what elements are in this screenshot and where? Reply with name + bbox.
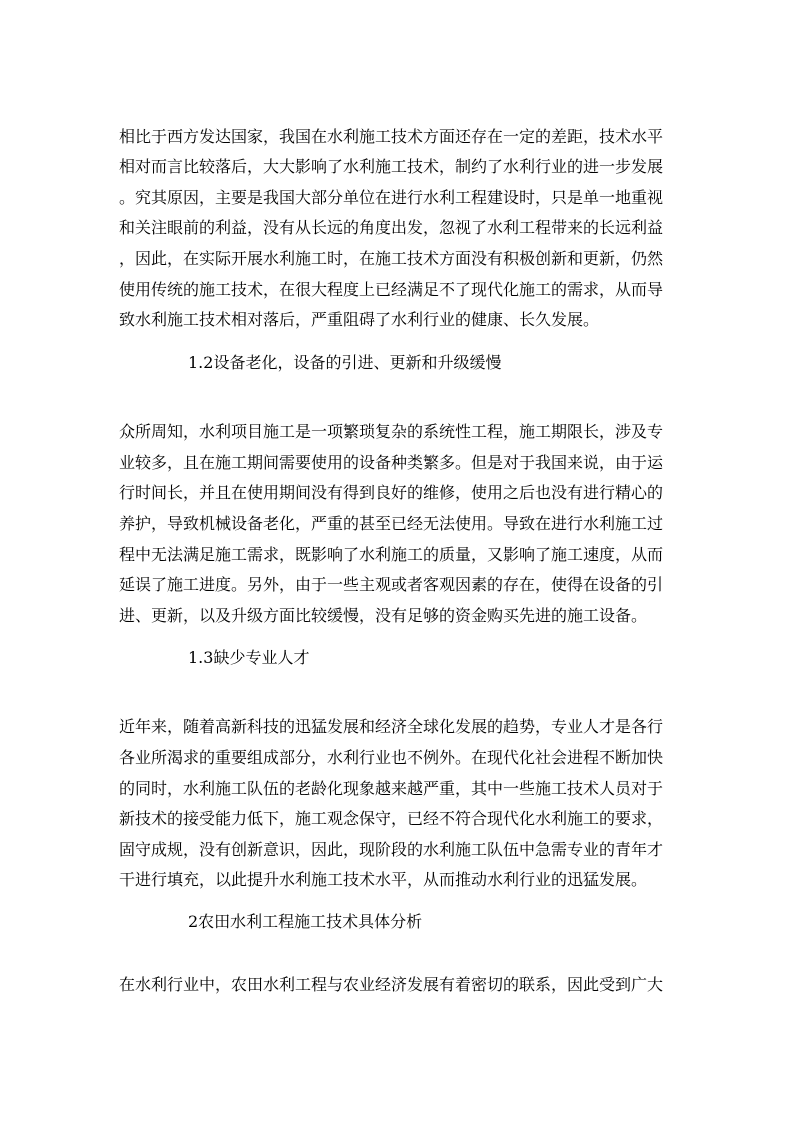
section-heading-1-2: 1.2设备老化，设备的引进、更新和升级缓慢	[188, 353, 502, 372]
paragraph-line: 程中无法满足施工需求，既影响了水利施工的质量，又影响了施工速度，从而	[119, 545, 664, 564]
paragraph-line: 固守成规，没有创新意识，因此，现阶段的水利施工队伍中急需专业的青年才	[119, 840, 664, 859]
paragraph-line: 业较多，且在施工期间需要使用的设备种类繁多。但是对于我国来说，由于运	[119, 453, 664, 472]
paragraph-line: 的同时，水利施工队伍的老龄化现象越来越严重，其中一些施工技术人员对于	[119, 779, 664, 798]
section-heading-1-3: 1.3缺少专业人才	[188, 648, 310, 667]
paragraph-line: 养护，导致机械设备老化，严重的甚至已经无法使用。导致在进行水利施工过	[119, 514, 664, 533]
paragraph-line: 新技术的接受能力低下，施工观念保守，已经不符合现代化水利施工的要求，	[119, 809, 664, 828]
paragraph-line: 进、更新，以及升级方面比较缓慢，没有足够的资金购买先进的施工设备。	[119, 606, 648, 625]
paragraph-line: 致水利施工技术相对落后，严重阻碍了水利行业的健康、长久发展。	[119, 310, 600, 329]
paragraph-line: 干进行填充，以此提升水利施工技术水平，从而推动水利行业的迅猛发展。	[119, 870, 648, 889]
section-heading-2: 2农田水利工程施工技术具体分析	[188, 912, 423, 931]
paragraph-line: 众所周知，水利项目施工是一项繁琐复杂的系统性工程，施工期限长，涉及专	[119, 422, 664, 441]
paragraph-line: 。究其原因，主要是我国大部分单位在进行水利工程建设时，只是单一地重视	[119, 188, 664, 207]
paragraph-line: 和关注眼前的利益，没有从长远的角度出发，忽视了水利工程带来的长远利益	[119, 218, 664, 237]
paragraph-line: 使用传统的施工技术，在很大程度上已经满足不了现代化施工的需求，从而导	[119, 280, 664, 299]
paragraph-line: 延误了施工进度。另外，由于一些主观或者客观因素的存在，使得在设备的引	[119, 575, 664, 594]
paragraph-line: 在水利行业中，农田水利工程与农业经济发展有着密切的联系，因此受到广大	[119, 975, 664, 994]
paragraph-line: 各业所渴求的重要组成部分，水利行业也不例外。在现代化社会进程不断加快	[119, 748, 664, 767]
paragraph-line: 行时间长，并且在使用期间没有得到良好的维修，使用之后也没有进行精心的	[119, 483, 664, 502]
paragraph-line: ，因此，在实际开展水利施工时，在施工技术方面没有积极创新和更新，仍然	[119, 249, 664, 268]
paragraph-line: 相对而言比较落后，大大影响了水利施工技术，制约了水利行业的进一步发展	[119, 157, 664, 176]
paragraph-line: 相比于西方发达国家，我国在水利施工技术方面还存在一定的差距，技术水平	[119, 127, 664, 146]
paragraph-line: 近年来，随着高新科技的迅猛发展和经济全球化发展的趋势，专业人才是各行	[119, 717, 664, 736]
